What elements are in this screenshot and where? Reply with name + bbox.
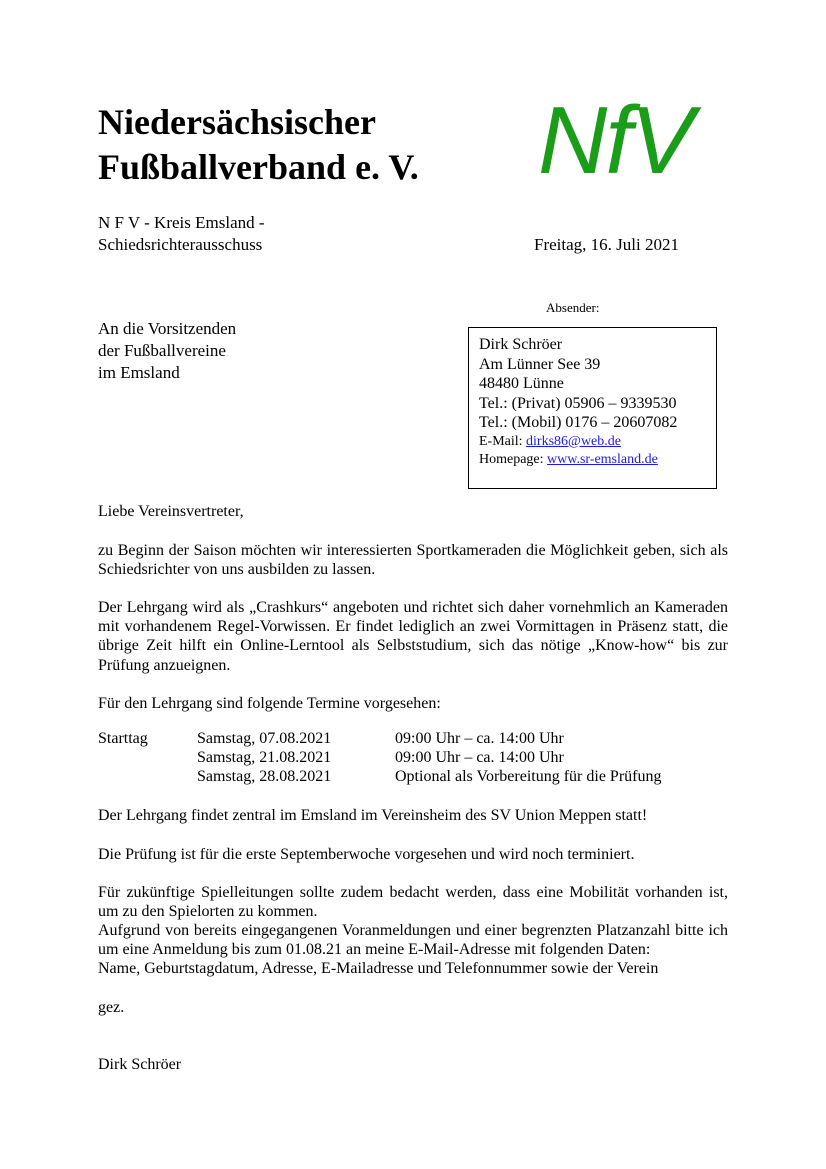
paragraph-location: Der Lehrgang findet zentral im Emsland im Vereinsheim des SV Union Meppen statt!: [98, 807, 648, 824]
recipient-address: [98, 318, 236, 384]
schedule-info: 09:00 Uhr – ca. 14:00 Uhr: [395, 749, 564, 767]
recipient-line-1: An die Vorsitzenden: [98, 319, 237, 338]
schedule-date: Samstag, 28.08.2021: [197, 768, 332, 786]
paragraph-mobility: Für zukünftige Spielleitungen sollte zudem bedacht werden, dass eine Mobilität vorhanden ist, um zu den Spielorten zu kommen.: [98, 884, 728, 921]
paragraph-dates-intro: Für den Lehrgang sind folgende Termine vorgesehen:: [98, 695, 441, 712]
department: [98, 212, 265, 256]
recipient-line-2: der Fußballvereine: [98, 341, 226, 360]
organization-name: [98, 100, 419, 190]
salutation: Liebe Vereinsvertreter,: [98, 503, 244, 520]
sender-phone-mobile: Tel.: (Mobil) 0176 – 20607082: [479, 414, 678, 431]
sender-phone-private: Tel.: (Privat) 05906 – 9339530: [479, 394, 677, 412]
schedule-date: Samstag, 07.08.2021: [197, 730, 332, 747]
department-line-2: Schiedsrichterausschuss: [98, 235, 263, 254]
schedule-label: Starttag: [98, 730, 148, 747]
sender-email-row: [479, 433, 706, 451]
nfv-logo: NfV: [538, 87, 693, 194]
paragraph-intro: zu Beginn der Saison möchten wir interessierten Sportkameraden die Möglichkeit geben, sich als Schiedsrichter von uns ausbilden zu lassen.: [98, 542, 728, 579]
sender-homepage-row: [479, 451, 706, 469]
sender-box: [468, 327, 717, 489]
email-link[interactable]: dirks86@web.de: [526, 433, 621, 449]
department-line-1: N F V - Kreis Emsland -: [98, 213, 265, 232]
paragraph-exam: Die Prüfung ist für die erste Septemberwoche vorgesehen und wird noch terminiert.: [98, 846, 635, 863]
registration-request: Aufgrund von bereits eingegangenen Voranmeldungen und einer begrenzten Platzanzahl bitte ich um eine Anmeldung bis zum 01.08.21 an meine E-Mail-Adresse mit folgenden Daten:: [98, 922, 728, 959]
email-label: E-Mail:: [479, 433, 527, 449]
signature: Dirk Schröer: [98, 1056, 182, 1073]
sender-city: 48480 Lünne: [479, 375, 564, 392]
sender-label: Absender:: [546, 300, 600, 315]
homepage-label: Homepage:: [479, 451, 548, 467]
sender-street: Am Lünner See 39: [479, 355, 601, 373]
closing: gez.: [98, 999, 125, 1016]
homepage-link[interactable]: www.sr-emsland.de: [547, 451, 658, 467]
letter-date: Freitag, 16. Juli 2021: [534, 235, 679, 254]
registration-fields: Name, Geburtstagdatum, Adresse, E-Mailadresse und Telefonnummer sowie der Verein: [98, 960, 659, 978]
paragraph-registration: [98, 921, 728, 979]
organization-name-line-2: Fußballverband e. V.: [98, 147, 419, 187]
recipient-line-3: im Emsland: [98, 363, 180, 382]
paragraph-course-description: Der Lehrgang wird als „Crashkurs“ angeboten und richtet sich daher vornehmlich an Kameraden mit vorhandenem Regel-Vorwissen. Er findet lediglich an zwei Vormittagen in Präsenz statt, die übrige Zeit hilft ein Online-Lerntool als Selbststudium, sich das nötige „Know-how“ bis zur Prüfung anzueignen.: [98, 599, 728, 674]
schedule-info: 09:00 Uhr – ca. 14:00 Uhr: [395, 730, 564, 747]
sender-name: Dirk Schröer: [479, 336, 563, 353]
schedule-info: Optional als Vorbereitung für die Prüfung: [395, 768, 662, 786]
organization-name-line-1: Niedersächsischer: [98, 102, 376, 142]
schedule-date: Samstag, 21.08.2021: [197, 749, 332, 767]
